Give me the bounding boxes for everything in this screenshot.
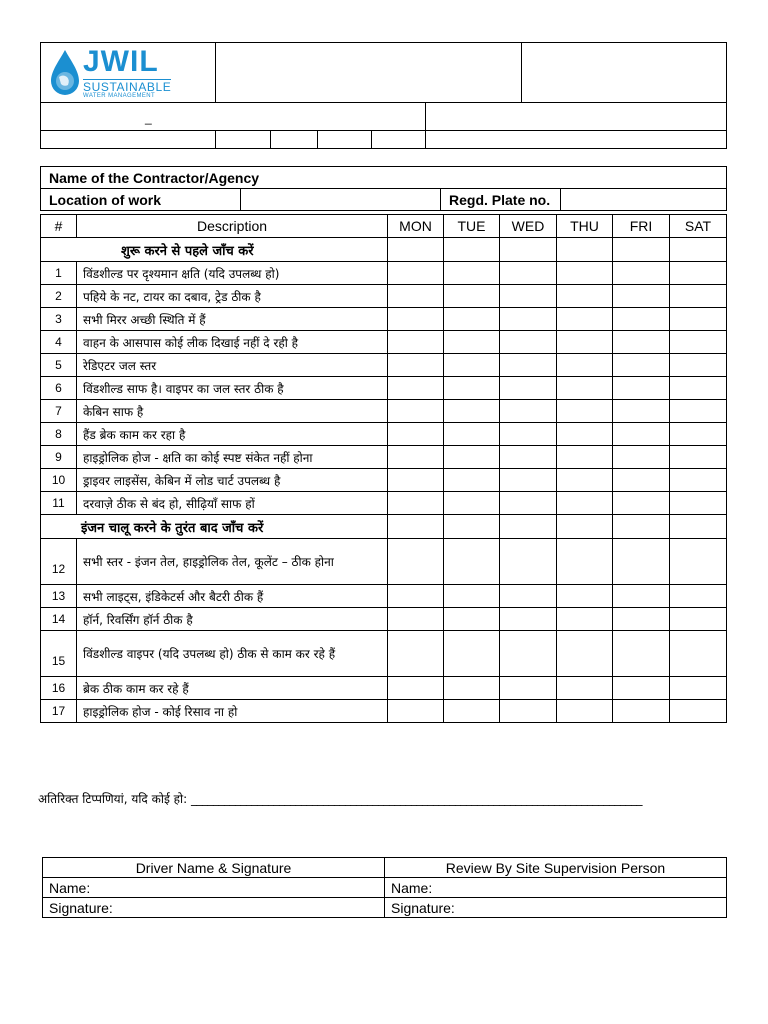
check-cell-wed[interactable] [500, 262, 557, 285]
logo-tagline: SUSTAINABLE [83, 80, 172, 94]
logo-cell [41, 43, 216, 103]
checklist-header-row [41, 215, 727, 238]
checklist-row [41, 700, 727, 723]
section1-row [41, 238, 727, 262]
plate-value[interactable] [561, 189, 727, 211]
check-cell-mon[interactable] [388, 446, 444, 469]
check-cell-sat[interactable] [670, 400, 727, 423]
item-number: 12 [41, 539, 77, 585]
check-cell-sat[interactable] [670, 700, 727, 723]
item-number: 13 [41, 585, 77, 608]
logo-subtagline: WATER MANAGEMENT [83, 93, 156, 99]
item-description: विंडशील्ड पर दृश्यमान क्षति (यदि उपलब्ध हो) [77, 262, 388, 285]
checklist-row [41, 377, 727, 400]
check-cell-fri[interactable] [613, 331, 670, 354]
check-cell-thu[interactable] [557, 469, 613, 492]
check-cell-fri[interactable] [613, 308, 670, 331]
checklist-row [41, 285, 727, 308]
check-cell-fri[interactable] [613, 608, 670, 631]
check-cell-tue[interactable] [444, 446, 500, 469]
item-number: 4 [41, 331, 77, 354]
item-description: रेडिएटर जल स्तर [77, 354, 388, 377]
col-fri: FRI [613, 215, 670, 238]
checklist-row [41, 400, 727, 423]
check-cell-thu[interactable] [557, 608, 613, 631]
checklist-row [41, 446, 727, 469]
check-cell-sat[interactable] [670, 677, 727, 700]
col-num: # [41, 215, 77, 238]
check-cell-tue[interactable] [444, 331, 500, 354]
col-description: Description [77, 215, 388, 238]
check-cell-fri[interactable] [613, 631, 670, 677]
check-cell-fri[interactable] [613, 285, 670, 308]
check-cell-fri[interactable] [613, 446, 670, 469]
item-number: 8 [41, 423, 77, 446]
location-value[interactable] [241, 189, 441, 211]
check-cell-wed[interactable] [500, 469, 557, 492]
check-cell-sat[interactable] [670, 608, 727, 631]
check-cell-wed[interactable] [500, 308, 557, 331]
check-cell-sat[interactable] [670, 354, 727, 377]
checklist-row [41, 585, 727, 608]
item-number: 17 [41, 700, 77, 723]
check-cell-thu[interactable] [557, 492, 613, 515]
item-description: हाइड्रोलिक होज - क्षति का कोई स्पष्ट संकेत नहीं होना [77, 446, 388, 469]
check-cell-mon[interactable] [388, 492, 444, 515]
check-cell-sat[interactable] [670, 377, 727, 400]
check-cell-mon[interactable] [388, 331, 444, 354]
check-cell-fri[interactable] [613, 469, 670, 492]
checklist-row [41, 262, 727, 285]
section2-row [41, 515, 727, 539]
check-cell-thu[interactable] [557, 331, 613, 354]
remarks-label: अतिरिक्त टिप्पणियां, यदि कोई हो: [38, 792, 188, 806]
header-title-cell [216, 43, 522, 103]
check-cell-tue[interactable] [444, 423, 500, 446]
item-number: 14 [41, 608, 77, 631]
check-cell-thu[interactable] [557, 423, 613, 446]
check-cell-fri[interactable] [613, 539, 670, 585]
item-number: 2 [41, 285, 77, 308]
check-cell-mon[interactable] [388, 585, 444, 608]
signature-table [42, 857, 727, 918]
check-cell-wed[interactable] [500, 285, 557, 308]
check-cell-thu[interactable] [557, 308, 613, 331]
driver-name-field[interactable]: Name: [43, 878, 385, 898]
check-cell-wed[interactable] [500, 585, 557, 608]
check-cell-thu[interactable] [557, 285, 613, 308]
check-cell-tue[interactable] [444, 400, 500, 423]
section2-title: इंजन चालू करने के तुरंत बाद जाँच करें [41, 515, 388, 539]
logo-name: JWIL [83, 45, 159, 78]
check-cell-sat[interactable] [670, 492, 727, 515]
check-cell-mon[interactable] [388, 423, 444, 446]
remarks-line [38, 790, 728, 807]
check-cell-wed[interactable] [500, 400, 557, 423]
checklist-row [41, 539, 727, 585]
check-cell-thu[interactable] [557, 400, 613, 423]
check-cell-wed[interactable] [500, 423, 557, 446]
check-cell-mon[interactable] [388, 308, 444, 331]
checklist-row [41, 423, 727, 446]
check-cell-tue[interactable] [444, 631, 500, 677]
check-cell-tue[interactable] [444, 469, 500, 492]
check-cell-wed[interactable] [500, 492, 557, 515]
driver-header: Driver Name & Signature [43, 858, 385, 878]
item-number: 11 [41, 492, 77, 515]
check-cell-thu[interactable] [557, 585, 613, 608]
col-sat: SAT [670, 215, 727, 238]
contractor-info-table [40, 166, 727, 211]
check-cell-fri[interactable] [613, 354, 670, 377]
checklist-row [41, 469, 727, 492]
item-description: सभी लाइट्स, इंडिकेटर्स और बैटरी ठीक हैं [77, 585, 388, 608]
review-name-field[interactable]: Name: [385, 878, 727, 898]
check-cell-tue[interactable] [444, 539, 500, 585]
checklist-table [40, 214, 727, 723]
check-cell-wed[interactable] [500, 677, 557, 700]
checklist-row [41, 308, 727, 331]
check-cell-sat[interactable] [670, 423, 727, 446]
item-number: 5 [41, 354, 77, 377]
header-row3-cell-6 [426, 131, 727, 149]
checklist-row [41, 677, 727, 700]
review-signature-field[interactable]: Signature: [385, 898, 727, 918]
check-cell-mon[interactable] [388, 677, 444, 700]
header-row3-cell-5 [372, 131, 426, 149]
item-description: केबिन साफ है [77, 400, 388, 423]
check-cell-wed[interactable] [500, 539, 557, 585]
item-number: 3 [41, 308, 77, 331]
check-cell-wed[interactable] [500, 608, 557, 631]
section1-title: शुरू करने से पहले जाँच करें [41, 238, 388, 262]
check-cell-mon[interactable] [388, 354, 444, 377]
check-cell-tue[interactable] [444, 262, 500, 285]
check-cell-fri[interactable] [613, 700, 670, 723]
check-cell-tue[interactable] [444, 492, 500, 515]
check-cell-thu[interactable] [557, 446, 613, 469]
col-tue: TUE [444, 215, 500, 238]
checklist-row [41, 608, 727, 631]
check-cell-sat[interactable] [670, 631, 727, 677]
check-cell-mon[interactable] [388, 377, 444, 400]
item-description: दरवाज़े ठीक से बंद हो, सीढ़ियाँ साफ हों [77, 492, 388, 515]
check-cell-wed[interactable] [500, 354, 557, 377]
header-table [40, 42, 727, 149]
jwil-logo [49, 47, 216, 99]
header-row3-cell-3 [271, 131, 318, 149]
check-cell-wed[interactable] [500, 377, 557, 400]
check-cell-thu[interactable] [557, 700, 613, 723]
item-description: हैंड ब्रेक काम कर रहा है [77, 423, 388, 446]
check-cell-thu[interactable] [557, 262, 613, 285]
check-cell-tue[interactable] [444, 308, 500, 331]
check-cell-wed[interactable] [500, 700, 557, 723]
item-description: पहिये के नट, टायर का दबाव, ट्रेड ठीक है [77, 285, 388, 308]
item-description: विंडशील्ड साफ है। वाइपर का जल स्तर ठीक है [77, 377, 388, 400]
location-label: Location of work [41, 189, 241, 211]
check-cell-sat[interactable] [670, 585, 727, 608]
item-number: 10 [41, 469, 77, 492]
check-cell-mon[interactable] [388, 608, 444, 631]
remarks-underline[interactable]: __________________________________________________________________________________ [191, 792, 643, 806]
check-cell-sat[interactable] [670, 539, 727, 585]
check-cell-fri[interactable] [613, 377, 670, 400]
check-cell-thu[interactable] [557, 631, 613, 677]
item-description: वाहन के आसपास कोई लीक दिखाई नहीं दे रही है [77, 331, 388, 354]
check-cell-tue[interactable] [444, 608, 500, 631]
check-cell-sat[interactable] [670, 262, 727, 285]
check-cell-thu[interactable] [557, 539, 613, 585]
item-number: 1 [41, 262, 77, 285]
check-cell-sat[interactable] [670, 446, 727, 469]
check-cell-fri[interactable] [613, 492, 670, 515]
check-cell-sat[interactable] [670, 285, 727, 308]
col-mon: MON [388, 215, 444, 238]
plate-label: Regd. Plate no. [441, 189, 561, 211]
item-number: 7 [41, 400, 77, 423]
check-cell-thu[interactable] [557, 354, 613, 377]
check-cell-tue[interactable] [444, 700, 500, 723]
header-row3-cell-2 [216, 131, 271, 149]
check-cell-sat[interactable] [670, 469, 727, 492]
checklist-row [41, 354, 727, 377]
item-number: 15 [41, 631, 77, 677]
header-row2-right [426, 103, 727, 131]
header-row3-cell-1 [41, 131, 216, 149]
check-cell-tue[interactable] [444, 285, 500, 308]
check-cell-wed[interactable] [500, 631, 557, 677]
driver-signature-field[interactable]: Signature: [43, 898, 385, 918]
check-cell-mon[interactable] [388, 469, 444, 492]
check-cell-mon[interactable] [388, 400, 444, 423]
item-description: हॉर्न, रिवर्सिंग हॉर्न ठीक है [77, 608, 388, 631]
check-cell-fri[interactable] [613, 585, 670, 608]
check-cell-mon[interactable] [388, 631, 444, 677]
check-cell-mon[interactable] [388, 285, 444, 308]
item-description: सभी स्तर - इंजन तेल, हाइड्रोलिक तेल, कूलेंट – ठीक होना [77, 539, 388, 585]
header-right-cell [522, 43, 727, 103]
checklist-row [41, 331, 727, 354]
header-row3-cell-4 [318, 131, 372, 149]
item-description: हाइड्रोलिक होज - कोई रिसाव ना हो [77, 700, 388, 723]
check-cell-sat[interactable] [670, 308, 727, 331]
header-dash: _ [145, 111, 152, 125]
section2-items [41, 539, 727, 723]
item-number: 6 [41, 377, 77, 400]
review-header: Review By Site Supervision Person [385, 858, 727, 878]
check-cell-tue[interactable] [444, 585, 500, 608]
check-cell-mon[interactable] [388, 700, 444, 723]
check-cell-mon[interactable] [388, 539, 444, 585]
check-cell-tue[interactable] [444, 354, 500, 377]
item-description: ड्राइवर लाइसेंस, केबिन में लोड चार्ट उपलब्ध है [77, 469, 388, 492]
item-description: ब्रेक ठीक काम कर रहे हैं [77, 677, 388, 700]
item-number: 9 [41, 446, 77, 469]
header-row2-left [41, 103, 426, 131]
check-cell-fri[interactable] [613, 262, 670, 285]
check-cell-fri[interactable] [613, 677, 670, 700]
check-cell-thu[interactable] [557, 377, 613, 400]
contractor-label: Name of the Contractor/Agency [41, 167, 727, 189]
water-drop-globe-icon [49, 49, 81, 97]
check-cell-sat[interactable] [670, 331, 727, 354]
col-thu: THU [557, 215, 613, 238]
check-cell-wed[interactable] [500, 331, 557, 354]
checklist-row [41, 492, 727, 515]
check-cell-mon[interactable] [388, 262, 444, 285]
item-description: सभी मिरर अच्छी स्थिति में हैं [77, 308, 388, 331]
check-cell-thu[interactable] [557, 677, 613, 700]
check-cell-fri[interactable] [613, 400, 670, 423]
check-cell-fri[interactable] [613, 423, 670, 446]
checklist-row [41, 631, 727, 677]
col-wed: WED [500, 215, 557, 238]
section1-items [41, 262, 727, 515]
check-cell-wed[interactable] [500, 446, 557, 469]
check-cell-tue[interactable] [444, 377, 500, 400]
item-description: विंडशील्ड वाइपर (यदि उपलब्ध हो) ठीक से काम कर रहे हैं [77, 631, 388, 677]
check-cell-tue[interactable] [444, 677, 500, 700]
item-number: 16 [41, 677, 77, 700]
